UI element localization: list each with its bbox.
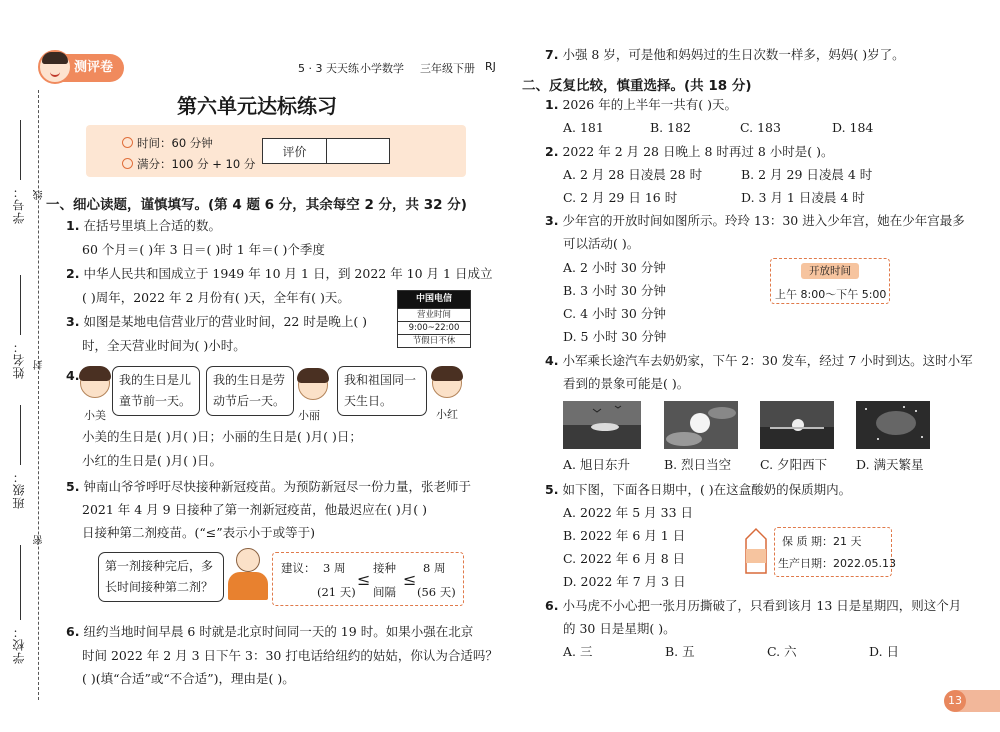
- page-number: 13: [944, 690, 966, 712]
- vaccine-mid-label: 接种: [373, 561, 396, 575]
- girl-avatar-xiaomei: [80, 368, 110, 398]
- badge-label: 测评卷: [74, 60, 114, 75]
- s2-q3-option-b[interactable]: B. 3 小时 30 分钟: [563, 283, 666, 298]
- q5-line2[interactable]: 2021 年 4 月 9 日接种了第一剂新冠疫苗，他最迟应在( )月( ): [82, 502, 428, 517]
- q3: 3. 如图是某地电信营业厅的营业时间，22 时是晚上( ): [66, 314, 368, 329]
- seal-mark-line: 线: [34, 190, 45, 200]
- s2-q1: 1. 2026 年的上半年一共有( )天。: [545, 97, 737, 112]
- q6-line2: 时间 2022 年 2 月 3 日下午 3：30 打电话给纽约的姑姑，你认为合适吗？: [82, 648, 498, 663]
- s2-q1-option-d[interactable]: D. 184: [832, 120, 874, 135]
- sunrise-photo: [563, 401, 641, 449]
- s2-q1-option-c[interactable]: C. 183: [740, 120, 781, 135]
- s2-q1-option-a[interactable]: A. 181: [563, 120, 604, 135]
- telecom-sign: [397, 290, 471, 348]
- header-edition: RJ: [485, 60, 496, 73]
- s2-q4-option-d[interactable]: D. 满天繁星: [856, 457, 924, 472]
- kid-name-xiaoli: 小丽: [298, 409, 320, 422]
- le-symbol-2: ≤: [403, 570, 417, 589]
- q4-line1[interactable]: 小美的生日是( )月( )日；小丽的生日是( )月( )日；: [82, 429, 362, 444]
- s2-q6-option-a[interactable]: A. 三: [563, 644, 593, 659]
- s2-q6-option-b[interactable]: B. 五: [665, 644, 695, 659]
- telecom-logo: 中国电信: [398, 291, 470, 308]
- class-blank[interactable]: [20, 405, 21, 465]
- telecom-holiday: 节假日不休: [398, 334, 470, 347]
- q2: 2. 中华人民共和国成立于 1949 年 10 月 1 日，到 2022 年 10 月 1 日成立: [66, 266, 493, 281]
- eval-label: 评价: [282, 144, 307, 159]
- le-symbol-1: ≤: [357, 570, 371, 589]
- eval-table: [262, 138, 390, 164]
- s2-q6-line2: 的 30 日是星期( )。: [563, 621, 676, 636]
- student-id-label: 学号：: [12, 185, 26, 224]
- q3-blanks[interactable]: 时，全天营业时间为( )小时。: [82, 338, 246, 353]
- section-2-heading: 二、反复比较，慎重选择。(共 18 分): [522, 78, 752, 94]
- s2-q5-option-c[interactable]: C. 2022 年 6 月 8 日: [563, 551, 686, 566]
- s2-q2-option-a[interactable]: A. 2 月 28 日凌晨 28 时: [563, 167, 703, 182]
- eval-score-field[interactable]: [326, 139, 389, 163]
- s2-q5: 5. 如下图，下面各日期中，( )在这盒酸奶的保质期内。: [545, 482, 852, 497]
- q1: 1. 在括号里填上合适的数。: [66, 218, 221, 233]
- q5-line3: 日接种第二剂疫苗。(“≤”表示小于或等于): [82, 525, 316, 540]
- doctor-illustration: [226, 548, 270, 600]
- s2-q5-option-b[interactable]: B. 2022 年 6 月 1 日: [563, 528, 686, 543]
- telecom-hours: 9:00~22:00: [398, 321, 470, 334]
- s2-q1-option-b[interactable]: B. 182: [650, 120, 691, 135]
- girl-avatar-xiaoli: [298, 370, 328, 400]
- vaccine-min-weeks: 3 周: [323, 561, 346, 575]
- s2-q4-option-a[interactable]: A. 旭日东升: [563, 457, 630, 472]
- header-grade: 三年级下册: [420, 62, 475, 75]
- vaccine-max-days: (56 天): [417, 585, 456, 599]
- q4-line2[interactable]: 小红的生日是( )月( )日。: [82, 453, 222, 468]
- speech-bubble-xiaoli: 我的生日是劳动节后一天。: [206, 366, 294, 416]
- q4-number: 4.: [66, 368, 80, 383]
- class-label: 班级：: [12, 470, 26, 509]
- s2-q3: 3. 少年宫的开放时间如图所示。玲玲 13：30 进入少年宫，她在少年宫最多: [545, 213, 965, 228]
- header-subject: 小学数学: [360, 62, 404, 75]
- section-1-heading: 一、细心读题，谨慎填写。(第 4 题 6 分，其余每空 2 分，共 32 分): [46, 197, 467, 213]
- clock-icon: [122, 137, 133, 148]
- sunset-photo: [760, 401, 834, 449]
- s2-q5-option-d[interactable]: D. 2022 年 7 月 3 日: [563, 574, 686, 589]
- vaccine-min-days: (21 天): [317, 585, 356, 599]
- s2-q6-option-d[interactable]: D. 日: [869, 644, 900, 659]
- cut-line: [38, 90, 39, 700]
- yogurt-carton-icon: [742, 527, 770, 575]
- kid-name-xiaohong: 小红: [436, 408, 458, 421]
- q6-line3[interactable]: ( )(填“合适”或“不合适”)，理由是( )。: [82, 671, 295, 686]
- telecom-hours-label: 营业时间: [398, 308, 470, 321]
- s2-q4-option-b[interactable]: B. 烈日当空: [664, 457, 732, 472]
- speech-bubble-xiaohong: 我和祖国同一天生日。: [337, 366, 427, 416]
- time-info: 时间：60 分钟: [122, 135, 213, 151]
- vaccine-advice-box: [272, 552, 464, 606]
- q5: 5. 钟南山爷爷呼吁尽快接种新冠疫苗。为预防新冠尽一份力量，张老师于: [66, 479, 471, 494]
- q6: 6. 纽约当地时间早晨 6 时就是北京时间同一天的 19 时。如果小强在北京: [66, 624, 474, 639]
- name-blank[interactable]: [20, 275, 21, 335]
- speech-bubble-xiaomei: 我的生日是儿童节前一天。: [112, 366, 200, 416]
- s2-q4: 4. 小军乘长途汽车去奶奶家，下午 2：30 发车，经过 7 小时到达。这时小军: [545, 353, 973, 368]
- opening-hours: 上午 8:00～下午 5:00: [775, 288, 887, 301]
- s2-q2-option-d[interactable]: D. 3 月 1 日凌晨 4 时: [741, 190, 865, 205]
- s2-q4-line2: 看到的景象可能是( )。: [563, 376, 690, 391]
- yogurt-production-date: 生产日期：2022.05.13: [778, 557, 896, 570]
- score-info: 满分：100 分 + 10 分: [122, 156, 255, 172]
- seal-mark-secret: 密: [34, 535, 45, 545]
- s2-q6: 6. 小马虎不小心把一张月历撕破了，只看到该月 13 日是星期四，则这个月: [545, 598, 962, 613]
- q1-blanks[interactable]: 60 个月＝( )年 3 日＝( )时 1 年＝( )个季度: [82, 242, 325, 257]
- school-blank[interactable]: [20, 545, 21, 620]
- s2-q4-option-c[interactable]: C. 夕阳西下: [760, 457, 828, 472]
- s2-q2-option-b[interactable]: B. 2 月 29 日凌晨 4 时: [741, 167, 873, 182]
- q2-blanks[interactable]: ( )周年，2022 年 2 月份有( )天，全年有( )天。: [82, 290, 350, 305]
- seal-mark-seal: 封: [34, 360, 45, 370]
- q7[interactable]: 7. 小强 8 岁，可是他和妈妈过的生日次数一样多，妈妈( )岁了。: [545, 47, 905, 62]
- s2-q5-option-a[interactable]: A. 2022 年 5 月 33 日: [563, 505, 694, 520]
- header-series: 5 · 3 天天练: [298, 62, 359, 75]
- s2-q3-option-c[interactable]: C. 4 小时 30 分钟: [563, 306, 666, 321]
- s2-q2-option-c[interactable]: C. 2 月 29 日 16 时: [563, 190, 678, 205]
- vaccine-mid-label2: 间隔: [373, 585, 396, 599]
- s2-q2: 2. 2022 年 2 月 28 日晚上 8 时再过 8 小时是( )。: [545, 144, 834, 159]
- s2-q6-option-c[interactable]: C. 六: [767, 644, 797, 659]
- girl-avatar-xiaohong: [432, 368, 462, 398]
- test-badge: [40, 54, 124, 82]
- check-icon: [122, 158, 133, 169]
- s2-q3-option-a[interactable]: A. 2 小时 30 分钟: [563, 260, 666, 275]
- s2-q3-option-d[interactable]: D. 5 小时 30 分钟: [563, 329, 667, 344]
- student-id-blank[interactable]: [20, 120, 21, 180]
- kid-name-xiaomei: 小美: [84, 409, 106, 422]
- yogurt-shelf-life: 保 质 期：21 天: [782, 535, 862, 548]
- vaccine-question-bubble: 第一剂接种完后，多长时间接种第二剂？: [98, 552, 224, 602]
- school-label: 学校：: [12, 625, 26, 664]
- mascot-icon: [38, 50, 72, 84]
- s2-q3-line2: 可以活动( )。: [563, 236, 640, 251]
- midday-sun-photo: [664, 401, 738, 449]
- vaccine-advice-label: 建议：: [281, 561, 316, 575]
- page-title: 第六单元达标练习: [177, 94, 337, 118]
- opening-hours-title: 开放时间: [801, 263, 859, 279]
- name-label: 姓名：: [12, 340, 26, 379]
- starry-night-photo: [856, 401, 930, 449]
- vaccine-max-weeks: 8 周: [423, 561, 446, 575]
